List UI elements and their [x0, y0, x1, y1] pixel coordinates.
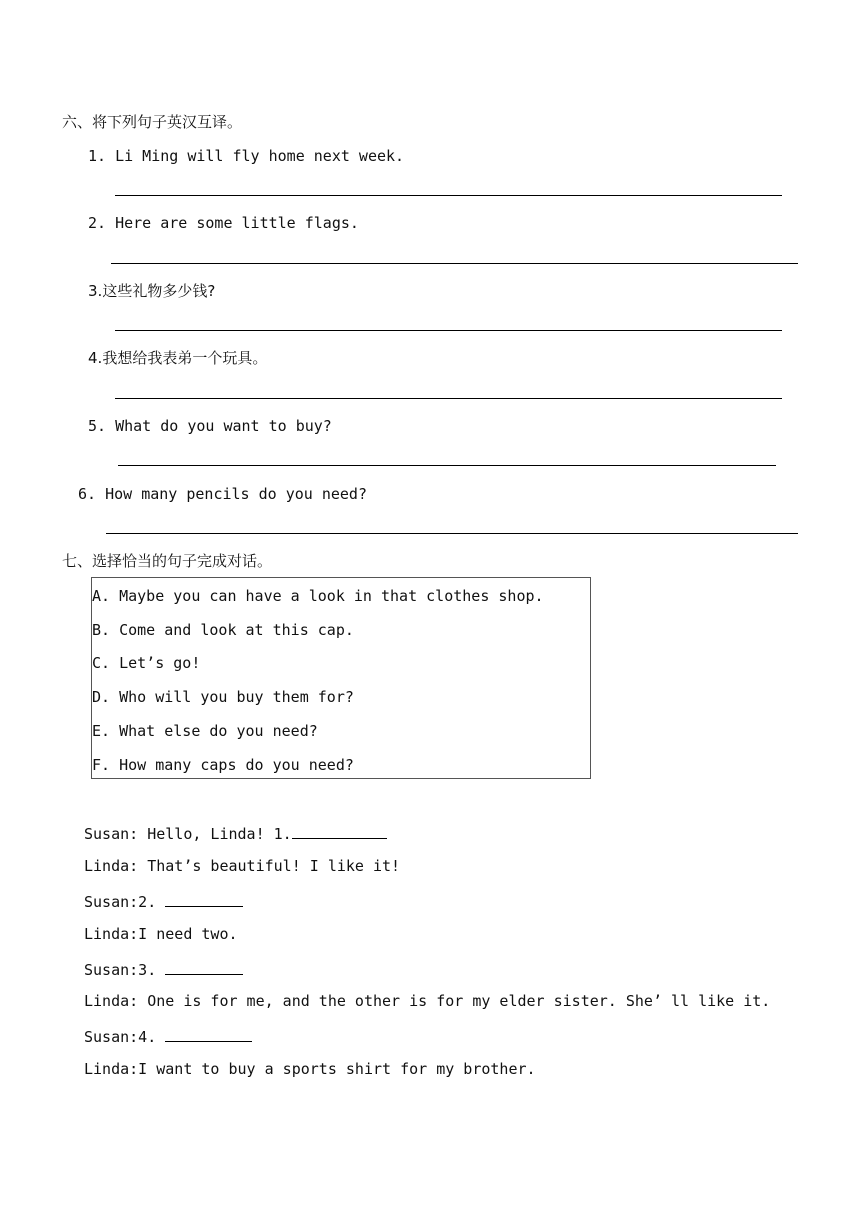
section-6-title: 六、将下列句子英汉互译。: [62, 113, 243, 131]
dialogue-line-3: [84, 890, 243, 912]
answer-blank-3[interactable]: [165, 958, 243, 975]
option-d: [92, 687, 354, 707]
question-2: [88, 213, 359, 233]
option-letter: F.: [92, 756, 111, 774]
option-letter: D.: [92, 688, 111, 706]
option-text: Let’s go!: [119, 654, 201, 672]
question-text: 这些礼物多少钱?: [102, 282, 216, 300]
dialogue-line-1: [84, 822, 387, 844]
question-4: [88, 348, 267, 368]
question-text: Here are some little flags.: [115, 214, 359, 232]
answer-line-5[interactable]: [118, 465, 776, 466]
dialogue-line-2: Linda: That’s beautiful! I like it!: [84, 857, 401, 875]
option-text: How many caps do you need?: [119, 756, 354, 774]
option-letter: B.: [92, 621, 111, 639]
dialogue-line-5: [84, 958, 243, 980]
option-text: Come and look at this cap.: [119, 621, 354, 639]
question-1: [88, 146, 404, 166]
dialogue-text: Susan:2.: [84, 893, 166, 911]
options-box: [91, 577, 591, 779]
answer-blank-2[interactable]: [165, 890, 243, 907]
dialogue-text: Susan:4.: [84, 1028, 166, 1046]
option-letter: C.: [92, 654, 111, 672]
answer-blank-4[interactable]: [165, 1025, 252, 1042]
option-a: [92, 586, 544, 606]
question-6: [78, 484, 367, 504]
option-letter: A.: [92, 587, 111, 605]
answer-line-3[interactable]: [115, 330, 782, 331]
question-number: 4.: [88, 349, 103, 367]
dialogue-line-8: Linda:I want to buy a sports shirt for my brother.: [84, 1060, 536, 1078]
answer-line-2[interactable]: [111, 263, 798, 264]
question-number: 5.: [88, 417, 107, 435]
dialogue-line-7: [84, 1025, 252, 1047]
answer-line-1[interactable]: [115, 195, 782, 196]
answer-line-4[interactable]: [115, 398, 782, 399]
option-text: What else do you need?: [119, 722, 318, 740]
option-c: [92, 653, 200, 673]
option-f: [92, 755, 354, 775]
option-letter: E.: [92, 722, 111, 740]
option-text: Maybe you can have a look in that clothes shop.: [119, 587, 544, 605]
dialogue-text: Susan:3.: [84, 961, 166, 979]
question-text: How many pencils do you need?: [105, 485, 367, 503]
question-number: 6.: [78, 485, 97, 503]
question-text: What do you want to buy?: [115, 417, 332, 435]
question-text: 我想给我表弟一个玩具。: [102, 349, 268, 367]
answer-line-6[interactable]: [106, 533, 798, 534]
question-3: [88, 281, 215, 301]
dialogue-line-6: Linda: One is for me, and the other is for my elder sister. She’ ll like it.: [84, 992, 771, 1010]
dialogue-line-4: Linda:I need two.: [84, 925, 238, 943]
question-number: 2.: [88, 214, 107, 232]
question-number: 1.: [88, 147, 107, 165]
question-number: 3.: [88, 282, 103, 300]
option-text: Who will you buy them for?: [119, 688, 354, 706]
answer-blank-1[interactable]: [292, 822, 387, 839]
question-5: [88, 416, 332, 436]
option-b: [92, 620, 354, 640]
option-e: [92, 721, 318, 741]
dialogue-text: Susan: Hello, Linda! 1.: [84, 825, 292, 843]
section-7-title: 七、选择恰当的句子完成对话。: [62, 552, 273, 570]
question-text: Li Ming will fly home next week.: [115, 147, 405, 165]
